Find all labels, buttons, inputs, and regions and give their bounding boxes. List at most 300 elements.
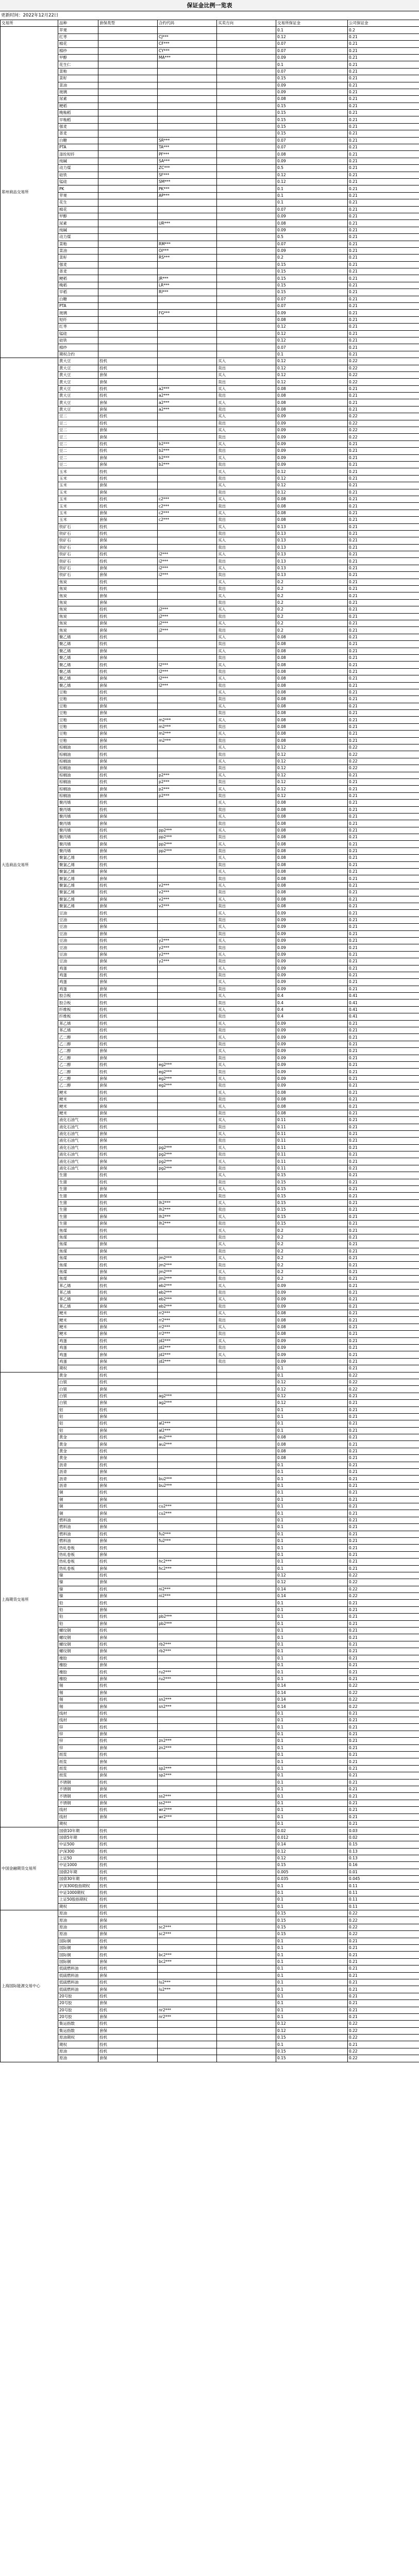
contract-code-cell: jd2*** — [158, 1345, 217, 1351]
direction-cell — [217, 1476, 276, 1482]
product-cell: 棕榈油 — [58, 744, 98, 751]
table-row — [1, 1993, 419, 1999]
direction-cell: 买入 — [217, 1130, 276, 1137]
table-row — [1, 1055, 419, 1061]
hedge-type-cell: 套保 — [98, 1082, 158, 1089]
table-row — [1, 468, 419, 475]
exchange-margin-cell: 0.2 — [276, 586, 348, 592]
product-cell: 沥青 — [58, 1482, 98, 1489]
product-cell: 焦炭 — [58, 592, 98, 599]
exchange-margin-cell: 0.1 — [276, 1731, 348, 1737]
exchange-margin-cell: 0.12 — [276, 786, 348, 792]
hedge-type-cell: 套保 — [98, 1565, 158, 1572]
product-cell: 纸浆 — [58, 1758, 98, 1765]
product-cell: 焦煤 — [58, 1276, 98, 1282]
table-row — [1, 834, 419, 841]
exchange-margin-cell: 0.09 — [276, 1289, 348, 1296]
company-margin-cell: 0.13 — [348, 1848, 419, 1855]
hedge-type-cell: 套保 — [98, 2013, 158, 2020]
product-cell: 原油 — [58, 1931, 98, 1938]
contract-code-cell: lh2*** — [158, 1207, 217, 1213]
contract-code-cell — [158, 379, 217, 385]
table-row — [1, 1386, 419, 1393]
company-margin-cell: 0.21 — [348, 234, 419, 241]
contract-code-cell: sc2*** — [158, 1924, 217, 1930]
contract-code-cell — [158, 1365, 217, 1372]
direction-cell — [217, 1855, 276, 1861]
table-row — [1, 1455, 419, 1462]
product-cell: 铁矿石 — [58, 530, 98, 537]
hedge-type-cell: 投机 — [98, 1517, 158, 1523]
exchange-margin-cell: 0.08 — [276, 882, 348, 889]
direction-cell — [217, 1834, 276, 1841]
product-cell: 豆二 — [58, 440, 98, 447]
contract-code-cell: l2*** — [158, 662, 217, 668]
exchange-margin-cell: 0.08 — [276, 662, 348, 668]
table-row — [1, 385, 419, 392]
company-margin-cell: 0.21 — [348, 710, 419, 717]
contract-code-cell: ss2*** — [158, 1793, 217, 1800]
direction-cell — [217, 1524, 276, 1531]
company-margin-cell: 0.41 — [348, 1006, 419, 1013]
table-row — [1, 827, 419, 834]
table-row — [1, 1427, 419, 1434]
table-row — [1, 420, 419, 427]
table-row — [1, 717, 419, 723]
direction-cell: 买入 — [217, 413, 276, 420]
hedge-type-cell: 套保 — [98, 710, 158, 717]
contract-code-cell — [158, 1248, 217, 1255]
hedge-type-cell: 套保 — [98, 427, 158, 434]
hedge-type-cell: 投机 — [98, 606, 158, 613]
table-row — [1, 1731, 419, 1737]
product-cell: 橡胶 — [58, 1669, 98, 1675]
direction-cell — [217, 1772, 276, 1779]
company-margin-cell: 0.21 — [348, 1400, 419, 1406]
contract-code-cell: ZC*** — [158, 165, 217, 172]
product-cell: 玉米 — [58, 510, 98, 516]
product-cell: 短纤 — [58, 316, 98, 323]
company-margin-cell: 0.21 — [348, 144, 419, 151]
table-row — [1, 1579, 419, 1586]
hedge-type-cell: 套保 — [98, 1331, 158, 1337]
hedge-type-cell — [98, 241, 158, 247]
product-cell: 花生 — [58, 199, 98, 206]
exchange-margin-cell: 0.12 — [276, 365, 348, 371]
company-margin-cell: 0.22 — [348, 434, 419, 440]
direction-cell — [217, 1924, 276, 1930]
direction-cell — [217, 68, 276, 75]
contract-code-cell — [158, 2021, 217, 2027]
company-margin-cell: 0.21 — [348, 1413, 419, 1420]
hedge-type-cell: 套保 — [98, 1213, 158, 1220]
direction-cell: 买入 — [217, 648, 276, 654]
hedge-type-cell: 投机 — [98, 1476, 158, 1482]
hedge-type-cell: 套保 — [98, 1469, 158, 1476]
margin-table — [0, 20, 419, 2062]
contract-code-cell — [158, 351, 217, 358]
company-margin-cell: 0.21 — [348, 1476, 419, 1482]
hedge-type-cell: 投机 — [98, 1462, 158, 1468]
hedge-type-cell — [98, 33, 158, 40]
exchange-margin-cell: 0.08 — [276, 1448, 348, 1454]
contract-code-cell — [158, 1379, 217, 1385]
product-cell: 乙二醇 — [58, 1034, 98, 1041]
company-margin-cell: 0.22 — [348, 1379, 419, 1385]
product-cell: 豆二 — [58, 454, 98, 461]
company-margin-cell: 0.22 — [348, 1372, 419, 1379]
product-cell: 豆二 — [58, 413, 98, 420]
company-margin-cell: 0.21 — [348, 172, 419, 178]
exchange-margin-cell: 0.08 — [276, 641, 348, 648]
exchange-margin-cell: 0.1 — [276, 1413, 348, 1420]
contract-code-cell — [158, 965, 217, 972]
direction-cell — [217, 27, 276, 33]
contract-code-cell: pg2*** — [158, 1144, 217, 1151]
product-cell: 热轧卷板 — [58, 1545, 98, 1551]
contract-code-cell: i2*** — [158, 558, 217, 565]
product-cell: 低硫燃料油 — [58, 1965, 98, 1972]
product-cell: 苯乙烯 — [58, 1303, 98, 1310]
contract-code-cell — [158, 999, 217, 1006]
direction-cell — [217, 2027, 276, 2034]
hedge-type-cell: 投机 — [98, 1372, 158, 1379]
hedge-type-cell — [98, 123, 158, 130]
contract-code-cell: pb2*** — [158, 1614, 217, 1620]
table-row — [1, 144, 419, 151]
table-row — [1, 1020, 419, 1027]
contract-code-cell — [158, 1710, 217, 1717]
company-margin-cell: 0.03 — [348, 1827, 419, 1834]
company-margin-cell: 0.21 — [348, 1358, 419, 1365]
table-row — [1, 1662, 419, 1668]
contract-code-cell — [158, 993, 217, 999]
exchange-margin-cell: 0.15 — [276, 1931, 348, 1938]
company-margin-cell: 0.21 — [348, 489, 419, 496]
contract-code-cell — [158, 1545, 217, 1551]
exchange-margin-cell: 0.09 — [276, 944, 348, 951]
table-row — [1, 330, 419, 337]
direction-cell: 卖出 — [217, 544, 276, 551]
direction-cell — [217, 2055, 276, 2062]
company-margin-cell: 0.21 — [348, 330, 419, 337]
hedge-type-cell: 投机 — [98, 751, 158, 758]
direction-cell: 卖出 — [217, 1110, 276, 1116]
table-row — [1, 1289, 419, 1296]
product-cell: 强麦 — [58, 123, 98, 130]
company-margin-cell: 0.11 — [348, 1889, 419, 1896]
direction-cell — [217, 116, 276, 123]
exchange-margin-cell: 0.12 — [276, 468, 348, 475]
hedge-type-cell: 套保 — [98, 371, 158, 378]
contract-code-cell: i2*** — [158, 572, 217, 579]
contract-code-cell — [158, 27, 217, 33]
contract-code-cell — [158, 986, 217, 992]
direction-cell: 卖出 — [217, 792, 276, 799]
hedge-type-cell: 投机 — [98, 889, 158, 896]
table-row — [1, 806, 419, 813]
exchange-margin-cell: 0.13 — [276, 551, 348, 558]
exchange-margin-cell: 0.12 — [276, 482, 348, 489]
company-margin-cell: 0.22 — [348, 1593, 419, 1600]
direction-cell: 买入 — [217, 1241, 276, 1248]
contract-code-cell: sn2*** — [158, 1696, 217, 1703]
table-row — [1, 1641, 419, 1648]
table-row — [1, 1510, 419, 1517]
hedge-type-cell — [98, 310, 158, 316]
product-cell: 鸡蛋 — [58, 1337, 98, 1344]
hedge-type-cell: 投机 — [98, 586, 158, 592]
exchange-margin-cell: 0.09 — [276, 247, 348, 254]
company-margin-cell: 0.21 — [348, 910, 419, 917]
product-cell: 聚丙烯 — [58, 813, 98, 820]
product-cell: 聚乙烯 — [58, 662, 98, 668]
table-row — [1, 1048, 419, 1055]
product-cell: 铝 — [58, 1406, 98, 1413]
direction-cell: 卖出 — [217, 903, 276, 910]
company-margin-cell: 0.21 — [348, 1758, 419, 1765]
company-margin-cell: 0.21 — [348, 682, 419, 689]
product-cell: 玉米 — [58, 517, 98, 523]
company-margin-cell: 0.21 — [348, 523, 419, 530]
contract-code-cell — [158, 96, 217, 103]
table-row — [1, 2055, 419, 2062]
product-cell: 不锈钢 — [58, 1800, 98, 1806]
hedge-type-cell: 套保 — [98, 951, 158, 958]
exchange-margin-cell: 0.4 — [276, 993, 348, 999]
table-row — [1, 1268, 419, 1275]
company-margin-cell: 0.21 — [348, 1744, 419, 1751]
company-margin-cell: 0.22 — [348, 1703, 419, 1710]
table-row — [1, 1365, 419, 1372]
hedge-type-cell: 套保 — [98, 1130, 158, 1137]
hedge-type-cell: 投机 — [98, 1310, 158, 1317]
exchange-margin-cell: 0.09 — [276, 937, 348, 944]
hedge-type-cell — [98, 41, 158, 47]
table-row — [1, 448, 419, 454]
contract-code-cell: TA*** — [158, 144, 217, 151]
exchange-margin-cell: 0.12 — [276, 1393, 348, 1399]
hedge-type-cell: 套保 — [98, 1103, 158, 1110]
company-margin-cell: 0.21 — [348, 261, 419, 268]
hedge-type-cell: 套保 — [98, 958, 158, 965]
hedge-type-cell: 投机 — [98, 1096, 158, 1103]
hedge-type-cell: 套保 — [98, 1482, 158, 1489]
contract-code-cell — [158, 710, 217, 717]
product-cell: 普麦 — [58, 130, 98, 137]
direction-cell: 买入 — [217, 910, 276, 917]
hedge-type-cell: 投机 — [98, 1827, 158, 1834]
company-margin-cell: 0.21 — [348, 247, 419, 254]
product-cell: 乙二醇 — [58, 1069, 98, 1075]
company-margin-cell: 0.21 — [348, 213, 419, 219]
table-row — [1, 723, 419, 730]
table-row — [1, 1717, 419, 1724]
hedge-type-cell: 投机 — [98, 1883, 158, 1889]
hedge-type-cell — [98, 199, 158, 206]
exchange-margin-cell: 0.1 — [276, 1662, 348, 1668]
company-margin-cell: 0.21 — [348, 393, 419, 399]
company-margin-cell: 0.21 — [348, 399, 419, 406]
contract-code-cell: sc2*** — [158, 1931, 217, 1938]
exchange-margin-cell: 0.12 — [276, 758, 348, 765]
table-row — [1, 2041, 419, 2048]
exchange-margin-cell: 0.12 — [276, 172, 348, 178]
contract-code-cell — [158, 1027, 217, 1034]
company-margin-cell: 0.22 — [348, 2048, 419, 2055]
product-cell: 棕榈油 — [58, 786, 98, 792]
exchange-margin-cell: 0.1 — [276, 1372, 348, 1379]
direction-cell — [217, 1586, 276, 1592]
exchange-margin-cell: 0.13 — [276, 572, 348, 579]
exchange-margin-cell: 0.1 — [276, 1765, 348, 1772]
direction-cell — [217, 1869, 276, 1875]
table-row — [1, 1372, 419, 1379]
product-cell: 沥青 — [58, 1462, 98, 1468]
exchange-margin-cell: 0.15 — [276, 1917, 348, 1924]
company-margin-cell: 0.21 — [348, 1551, 419, 1558]
hedge-type-cell: 投机 — [98, 1586, 158, 1592]
table-row — [1, 999, 419, 1006]
direction-cell: 卖出 — [217, 599, 276, 606]
table-row — [1, 371, 419, 378]
contract-code-cell: pg2*** — [158, 1158, 217, 1165]
exchange-margin-cell: 0.08 — [276, 1110, 348, 1116]
product-cell: 橡胶 — [58, 1675, 98, 1682]
company-margin-cell: 0.21 — [348, 1186, 419, 1193]
product-cell: PTA — [58, 144, 98, 151]
contract-code-cell: bu2*** — [158, 1482, 217, 1489]
exchange-margin-cell: 0.15 — [276, 2035, 348, 2041]
table-row — [1, 1096, 419, 1103]
contract-code-cell: j2*** — [158, 620, 217, 626]
hedge-type-cell: 投机 — [98, 1779, 158, 1786]
hedge-type-cell: 投机 — [98, 855, 158, 861]
exchange-margin-cell: 0.1 — [276, 1427, 348, 1434]
product-cell: 锡 — [58, 1683, 98, 1689]
hedge-type-cell: 套保 — [98, 875, 158, 882]
hedge-type-cell: 套保 — [98, 1186, 158, 1193]
company-margin-cell: 0.21 — [348, 1055, 419, 1061]
contract-code-cell: SA*** — [158, 158, 217, 164]
contract-code-cell — [158, 1972, 217, 1979]
table-row — [1, 1013, 419, 1020]
table-row — [1, 337, 419, 344]
product-cell: 黄大豆 — [58, 365, 98, 371]
company-margin-cell: 0.21 — [348, 1310, 419, 1317]
product-cell: 棉花 — [58, 41, 98, 47]
product-cell: 菜油 — [58, 82, 98, 89]
company-margin-cell: 0.21 — [348, 96, 419, 103]
direction-cell: 卖出 — [217, 1289, 276, 1296]
hedge-type-cell: 投机 — [98, 800, 158, 806]
contract-code-cell — [158, 820, 217, 827]
hedge-type-cell — [98, 330, 158, 337]
hedge-type-cell: 套保 — [98, 1324, 158, 1330]
hedge-type-cell — [98, 316, 158, 323]
table-row — [1, 1683, 419, 1689]
direction-cell — [217, 1958, 276, 1965]
company-margin-cell: 0.21 — [348, 41, 419, 47]
hedge-type-cell: 投机 — [98, 1841, 158, 1848]
company-margin-cell: 0.22 — [348, 1924, 419, 1930]
table-row — [1, 944, 419, 951]
contract-code-cell — [158, 1103, 217, 1110]
hedge-type-cell — [98, 337, 158, 344]
company-margin-cell: 0.21 — [348, 1061, 419, 1068]
table-row — [1, 1434, 419, 1441]
product-cell: 生猪 — [58, 1172, 98, 1179]
contract-code-cell — [158, 2041, 217, 2048]
exchange-margin-cell: 0.09 — [276, 1282, 348, 1289]
hedge-type-cell: 套保 — [98, 1731, 158, 1737]
contract-code-cell — [158, 123, 217, 130]
contract-code-cell — [158, 1841, 217, 1848]
company-margin-cell: 0.21 — [348, 1075, 419, 1082]
exchange-margin-cell: 0.08 — [276, 834, 348, 841]
direction-cell — [217, 1545, 276, 1551]
table-row — [1, 261, 419, 268]
direction-cell — [217, 1427, 276, 1434]
product-cell: 胶合板 — [58, 993, 98, 999]
table-row — [1, 869, 419, 875]
direction-cell: 卖出 — [217, 737, 276, 744]
hedge-type-cell: 投机 — [98, 1061, 158, 1068]
table-row — [1, 247, 419, 254]
hedge-type-cell — [98, 116, 158, 123]
table-row — [1, 496, 419, 502]
direction-cell — [217, 213, 276, 219]
exchange-margin-cell: 0.2 — [276, 606, 348, 613]
product-cell: 燃料油 — [58, 1531, 98, 1537]
contract-code-cell: eb2*** — [158, 1303, 217, 1310]
contract-code-cell — [158, 1096, 217, 1103]
product-cell: 20号胶 — [58, 2013, 98, 2020]
hedge-type-cell — [98, 61, 158, 68]
direction-cell: 卖出 — [217, 1124, 276, 1130]
hedge-type-cell: 套保 — [98, 1075, 158, 1082]
exchange-margin-cell: 0.08 — [276, 151, 348, 158]
exchange-margin-cell: 0.08 — [276, 399, 348, 406]
company-margin-cell: 0.21 — [348, 1268, 419, 1275]
product-cell: 纯碱 — [58, 227, 98, 233]
exchange-margin-cell: 0.08 — [276, 848, 348, 854]
direction-cell — [217, 351, 276, 358]
exchange-margin-cell: 0.08 — [276, 385, 348, 392]
company-margin-cell: 0.21 — [348, 1241, 419, 1248]
exchange-margin-cell: 0.1 — [276, 1952, 348, 1958]
product-cell: 液化石油气 — [58, 1144, 98, 1151]
hedge-type-cell — [98, 47, 158, 54]
exchange-margin-cell: 0.2 — [276, 255, 348, 261]
direction-cell — [217, 1683, 276, 1689]
contract-code-cell: j2*** — [158, 613, 217, 620]
company-margin-cell: 0.21 — [348, 1117, 419, 1124]
product-cell: 聚氯乙烯 — [58, 889, 98, 896]
direction-cell — [217, 1537, 276, 1544]
exchange-margin-cell: 0.09 — [276, 427, 348, 434]
hedge-type-cell: 套保 — [98, 1593, 158, 1600]
direction-cell: 卖出 — [217, 958, 276, 965]
product-cell: 铅 — [58, 1600, 98, 1606]
direction-cell — [217, 185, 276, 192]
direction-cell — [217, 1669, 276, 1675]
exchange-margin-cell: 0.15 — [276, 1213, 348, 1220]
direction-cell: 卖出 — [217, 944, 276, 951]
table-row — [1, 951, 419, 958]
contract-code-cell — [158, 1896, 217, 1903]
contract-code-cell: i2*** — [158, 551, 217, 558]
